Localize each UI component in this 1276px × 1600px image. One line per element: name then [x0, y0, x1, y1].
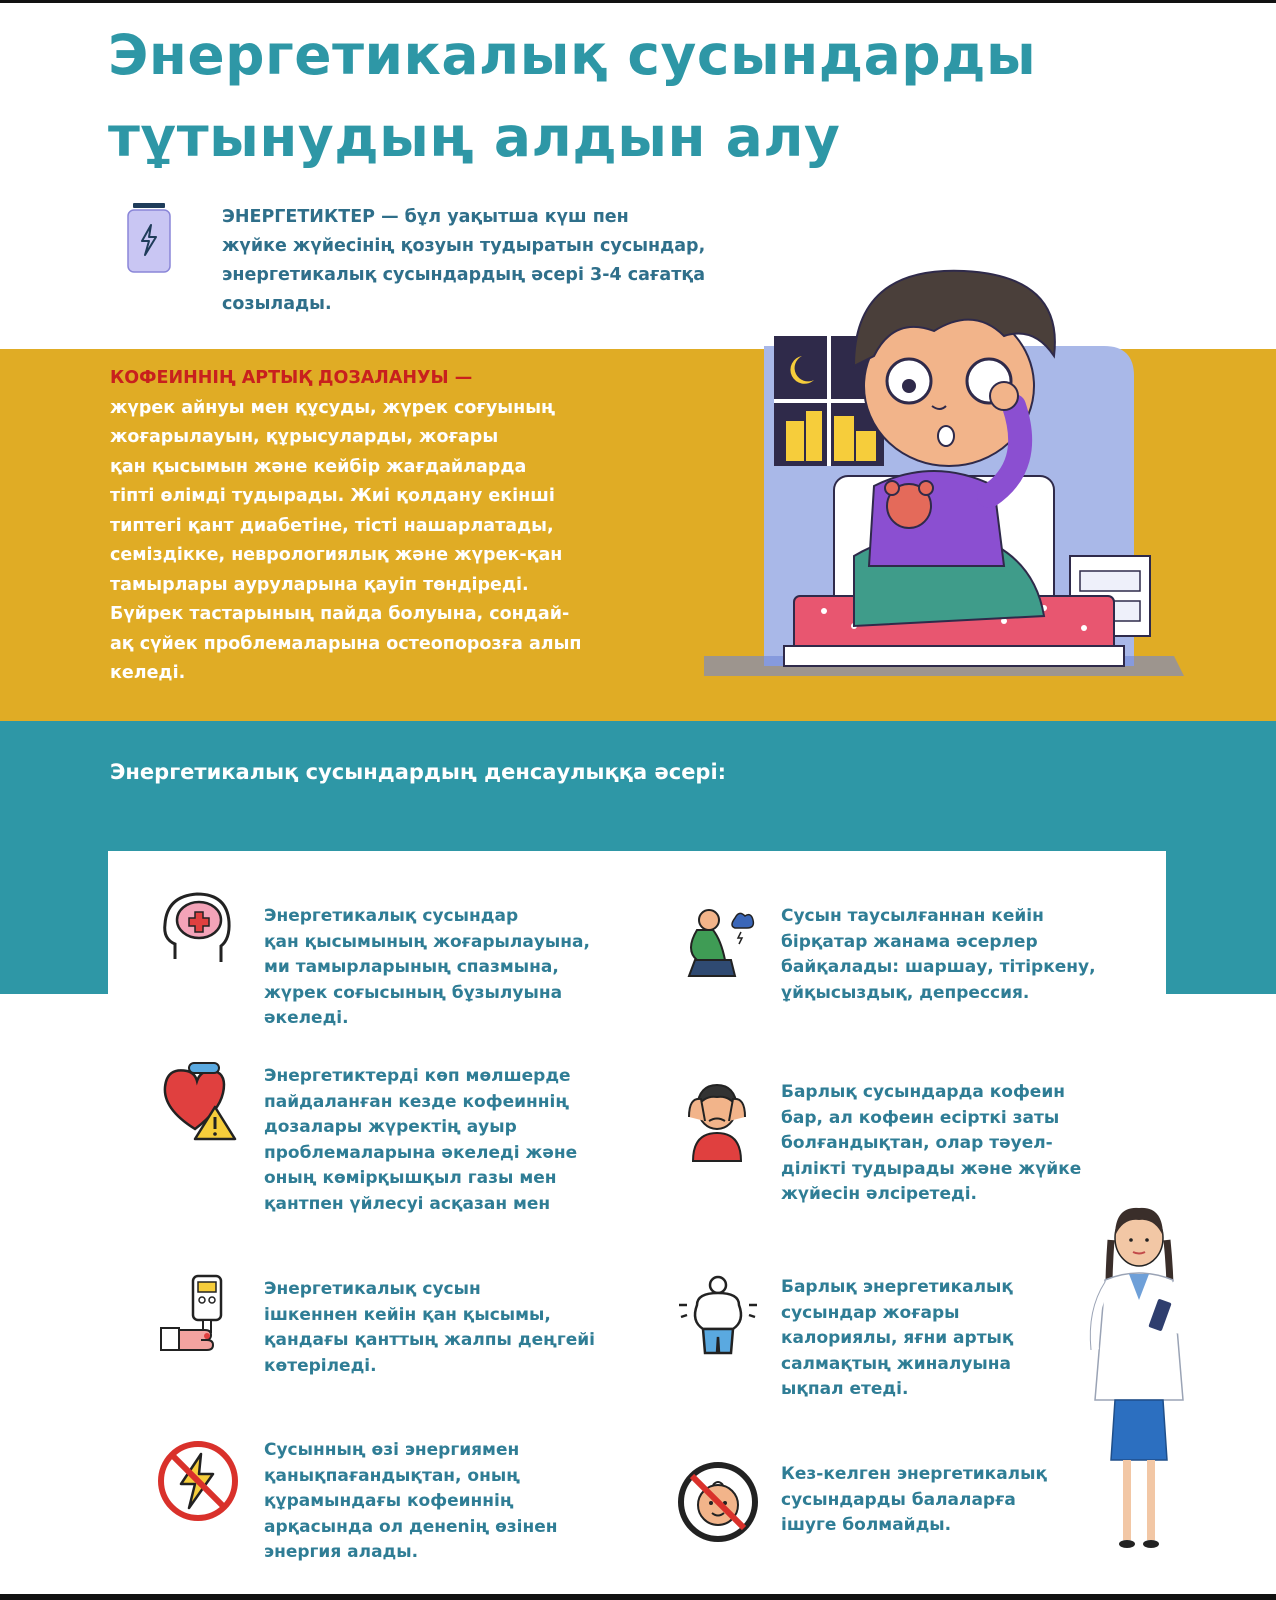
- effect-line: арқасында ол денenің өзінен: [264, 1516, 558, 1537]
- effect-line: сусындар жоғары: [781, 1302, 960, 1323]
- glucometer-icon: [155, 1272, 241, 1358]
- effect-line: ұйқысыздық, депрессия.: [781, 982, 1030, 1003]
- effect-text: [781, 904, 1121, 1006]
- effect-line: Энергетикалық сусындар: [264, 906, 519, 926]
- effect-line: оның көмірқышқыл газы мен: [264, 1168, 557, 1188]
- no-children-icon: [675, 1459, 761, 1545]
- overdose-line: Бүйрек тастарының пайда болуына, сондай-: [110, 604, 570, 624]
- effect-line: ми тамырларының спазмына,: [264, 957, 559, 977]
- effect-line: ішкеннен кейін қан қысымы,: [264, 1304, 551, 1325]
- overdose-line: тамырлары ауруларына қауіп төндіреді.: [110, 574, 529, 595]
- overdose-line: келеді.: [110, 663, 186, 683]
- overdose-line: типтегі қант диабетіне, тісті нашарлатады,: [110, 515, 554, 536]
- overdose-heading: КОФЕИННІҢ АРТЫҚ ДОЗАЛАНУЫ —: [110, 368, 473, 388]
- definition-line: жүйке жүйесінің қозуын тудыратын сусындар,: [222, 236, 706, 256]
- effect-line: энергия алады.: [264, 1542, 419, 1562]
- effect-line: байқалады: шаршау, тітіркену,: [781, 957, 1096, 977]
- effect-line: әкеледі.: [264, 1008, 349, 1028]
- effect-line: Барлық энергетикалық: [781, 1277, 1013, 1297]
- effect-text: [264, 904, 624, 1032]
- effect-text: [781, 1080, 1121, 1208]
- effect-line: Энергетикалық сусын: [264, 1279, 481, 1299]
- brain-head-icon: [155, 884, 241, 970]
- effect-line: құрамындағы кофеиннің: [264, 1491, 514, 1511]
- effect-line: ділікті тудырады және жүйке: [781, 1158, 1082, 1179]
- effect-line: салмақтың жиналуына: [781, 1353, 1011, 1374]
- effect-line: Кез-келген энергетикалық: [781, 1464, 1048, 1484]
- overdose-line: семіздікке, неврологиялық және жүрек-қан: [110, 545, 563, 565]
- definition-line: созылады.: [222, 294, 332, 314]
- effect-line: проблемаларына әкеледі және: [264, 1142, 578, 1163]
- overdose-line: қан қысымын және кейбір жағдайларда: [110, 456, 527, 477]
- effect-text: [264, 1277, 624, 1379]
- effect-text: [264, 1064, 624, 1217]
- effect-line: қан қысымының жоғарылауына,: [264, 931, 590, 952]
- definition-line: энергетикалық сусындардың әсері 3-4 сағатқа: [222, 265, 706, 285]
- effect-line: қанықпағандықтан, оның: [264, 1465, 520, 1486]
- energy-can-icon: [127, 203, 171, 273]
- effect-line: көтеріледі.: [264, 1355, 377, 1376]
- effect-line: Сусын таусылғаннан кейін: [781, 906, 1044, 926]
- page-title: [108, 14, 1158, 178]
- effect-line: ішуге болмайды.: [781, 1515, 952, 1535]
- effect-text: [781, 1275, 1121, 1403]
- effect-line: Сусынның өзі энергиямен: [264, 1440, 520, 1460]
- effect-line: ықпал етеді.: [781, 1379, 909, 1399]
- effect-line: калориялы, яғни артық: [781, 1328, 1014, 1348]
- no-energy-icon: [155, 1438, 241, 1524]
- effect-line: сусындарды балаларға: [781, 1489, 1016, 1510]
- weight-gain-icon: [675, 1271, 761, 1357]
- effect-line: дозалары жүректің ауыр: [264, 1117, 517, 1137]
- effect-line: жүрек соғысының бұзылуына: [264, 982, 563, 1003]
- title-line-2: тұтынудың алдын алу: [108, 105, 841, 169]
- effect-line: Энергетиктерді көп мөлшерде: [264, 1066, 571, 1086]
- doctor-illustration: [1075, 1200, 1205, 1560]
- effect-line: бірқатар жанама әсерлер: [781, 931, 1038, 952]
- heart-warning-icon: [155, 1057, 241, 1143]
- effect-line: жүйесін әлсіретеді.: [781, 1184, 977, 1204]
- effect-line: Барлық сусындарда кофеин: [781, 1082, 1065, 1102]
- top-border: [0, 0, 1276, 3]
- effect-line: қантпен үйлесуі асқазан мен: [264, 1193, 551, 1214]
- effects-title: Энергетикалық сусындардың денсаулыққа әсері:: [110, 760, 727, 784]
- title-line-1: Энергетикалық сусындарды: [108, 23, 1037, 87]
- overdose-line: жоғарылауын, құрысуларды, жоғары: [110, 427, 499, 447]
- effect-line: пайдаланған кезде кофеиннің: [264, 1091, 570, 1112]
- effect-line: бар, ал кофеин есірткі заты: [781, 1107, 1060, 1128]
- stressed-person-icon: [675, 1077, 761, 1163]
- sleepy-child-illustration: [704, 236, 1224, 686]
- effect-text: [264, 1438, 624, 1566]
- effect-line: қандағы қанттың жалпы деңгейі: [264, 1330, 595, 1350]
- overdose-line: жүрек айнуы мен құсуды, жүрек соғуының: [110, 397, 556, 418]
- overdose-line: ақ сүйек проблемаларына остеопорозға алып: [110, 633, 582, 654]
- sad-person-icon: [675, 900, 761, 986]
- overdose-text: [110, 364, 690, 689]
- effect-text: [781, 1462, 1121, 1539]
- bottom-border: [0, 1594, 1276, 1600]
- overdose-line: тіпті өлімді тудырады. Жиі қолдану екінші: [110, 486, 555, 506]
- definition-line: ЭНЕРГЕТИКТЕР — бұл уақытша күш пен: [222, 207, 629, 227]
- effect-line: болғандықтан, олар тәуел-: [781, 1133, 1053, 1153]
